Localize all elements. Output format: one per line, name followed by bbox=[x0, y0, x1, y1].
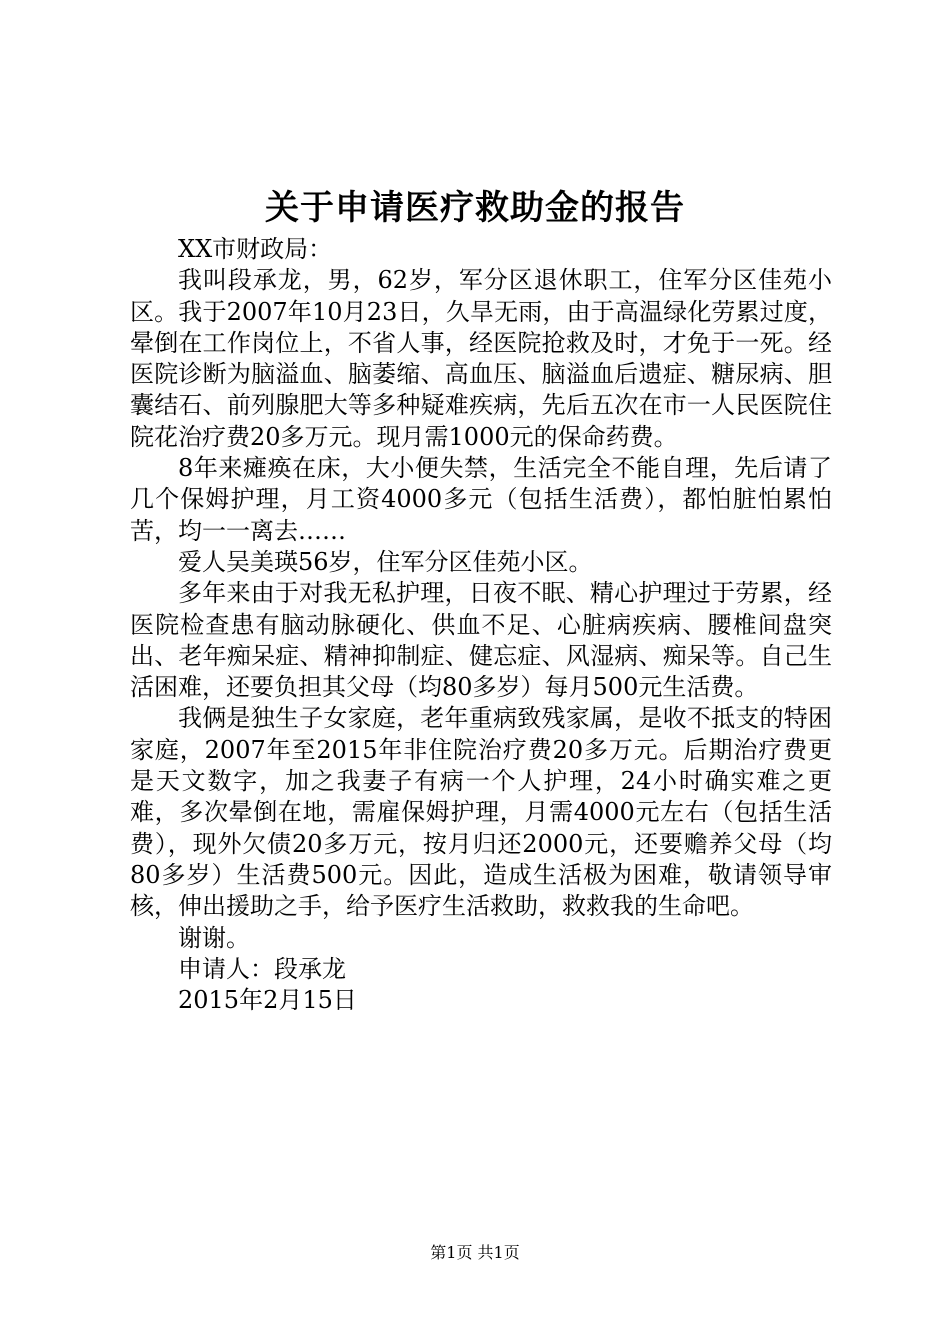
date-line: 2015年2月15日 bbox=[178, 986, 357, 1015]
document-title: 关于申请医疗救助金的报告 bbox=[265, 188, 685, 228]
applicant-line: 申请人：段承龙 bbox=[178, 954, 346, 983]
thanks-line: 谢谢。 bbox=[178, 923, 250, 952]
paragraph-4: 多年来由于对我无私护理，日夜不眠、精心护理过于劳累，经医院检查患有脑动脉硬化、供血不足、心脏病疾病、腰椎间盘突出、老年痴呆症、精神抑制症、健忘症、风湿病、痴呆等。自己生活困难，还要负担其父母（均80多岁）每月500元生活费。 bbox=[130, 579, 832, 702]
paragraph-3: 爱人吴美瑛56岁，住军分区佳苑小区。 bbox=[178, 547, 593, 576]
paragraph-5: 我俩是独生子女家庭，老年重病致残家属，是收不抵支的特困家庭，2007年至2015年非住院治疗费20多万元。后期治疗费更是天文数字，加之我妻子有病一个人护理，24小时确实难之更难，多次晕倒在地，需雇保姆护理，月需4000元左右（包括生活费），现外欠债20多万元，按月归还2000元，还要赡养父母（均80多岁）生活费500元。因此，造成生活极为困难，敬请领导审核，伸出援助之手，给予医疗生活救助，救救我的生命吧。 bbox=[130, 704, 832, 921]
document-body bbox=[130, 234, 832, 1016]
page-footer: 第1页 共1页 bbox=[430, 1243, 520, 1262]
paragraph-1: 我叫段承龙，男，62岁，军分区退休职工，住军分区佳苑小区。我于2007年10月23日，久旱无雨，由于高温绿化劳累过度，晕倒在工作岗位上，不省人事，经医院抢救及时，才免于一死。经医院诊断为脑溢血、脑萎缩、高血压、脑溢血后遗症、糖尿病、胆囊结石、前列腺肥大等多种疑难疾病，先后五次在市一人民医院住院花治疗费20多万元。现月需1000元的保命药费。 bbox=[130, 266, 832, 451]
paragraph-2: 8年来瘫痪在床，大小便失禁，生活完全不能自理，先后请了几个保姆护理，月工资4000多元（包括生活费），都怕脏怕累怕苦，均一一离去…… bbox=[130, 454, 832, 545]
salutation: XX市财政局： bbox=[178, 235, 333, 263]
